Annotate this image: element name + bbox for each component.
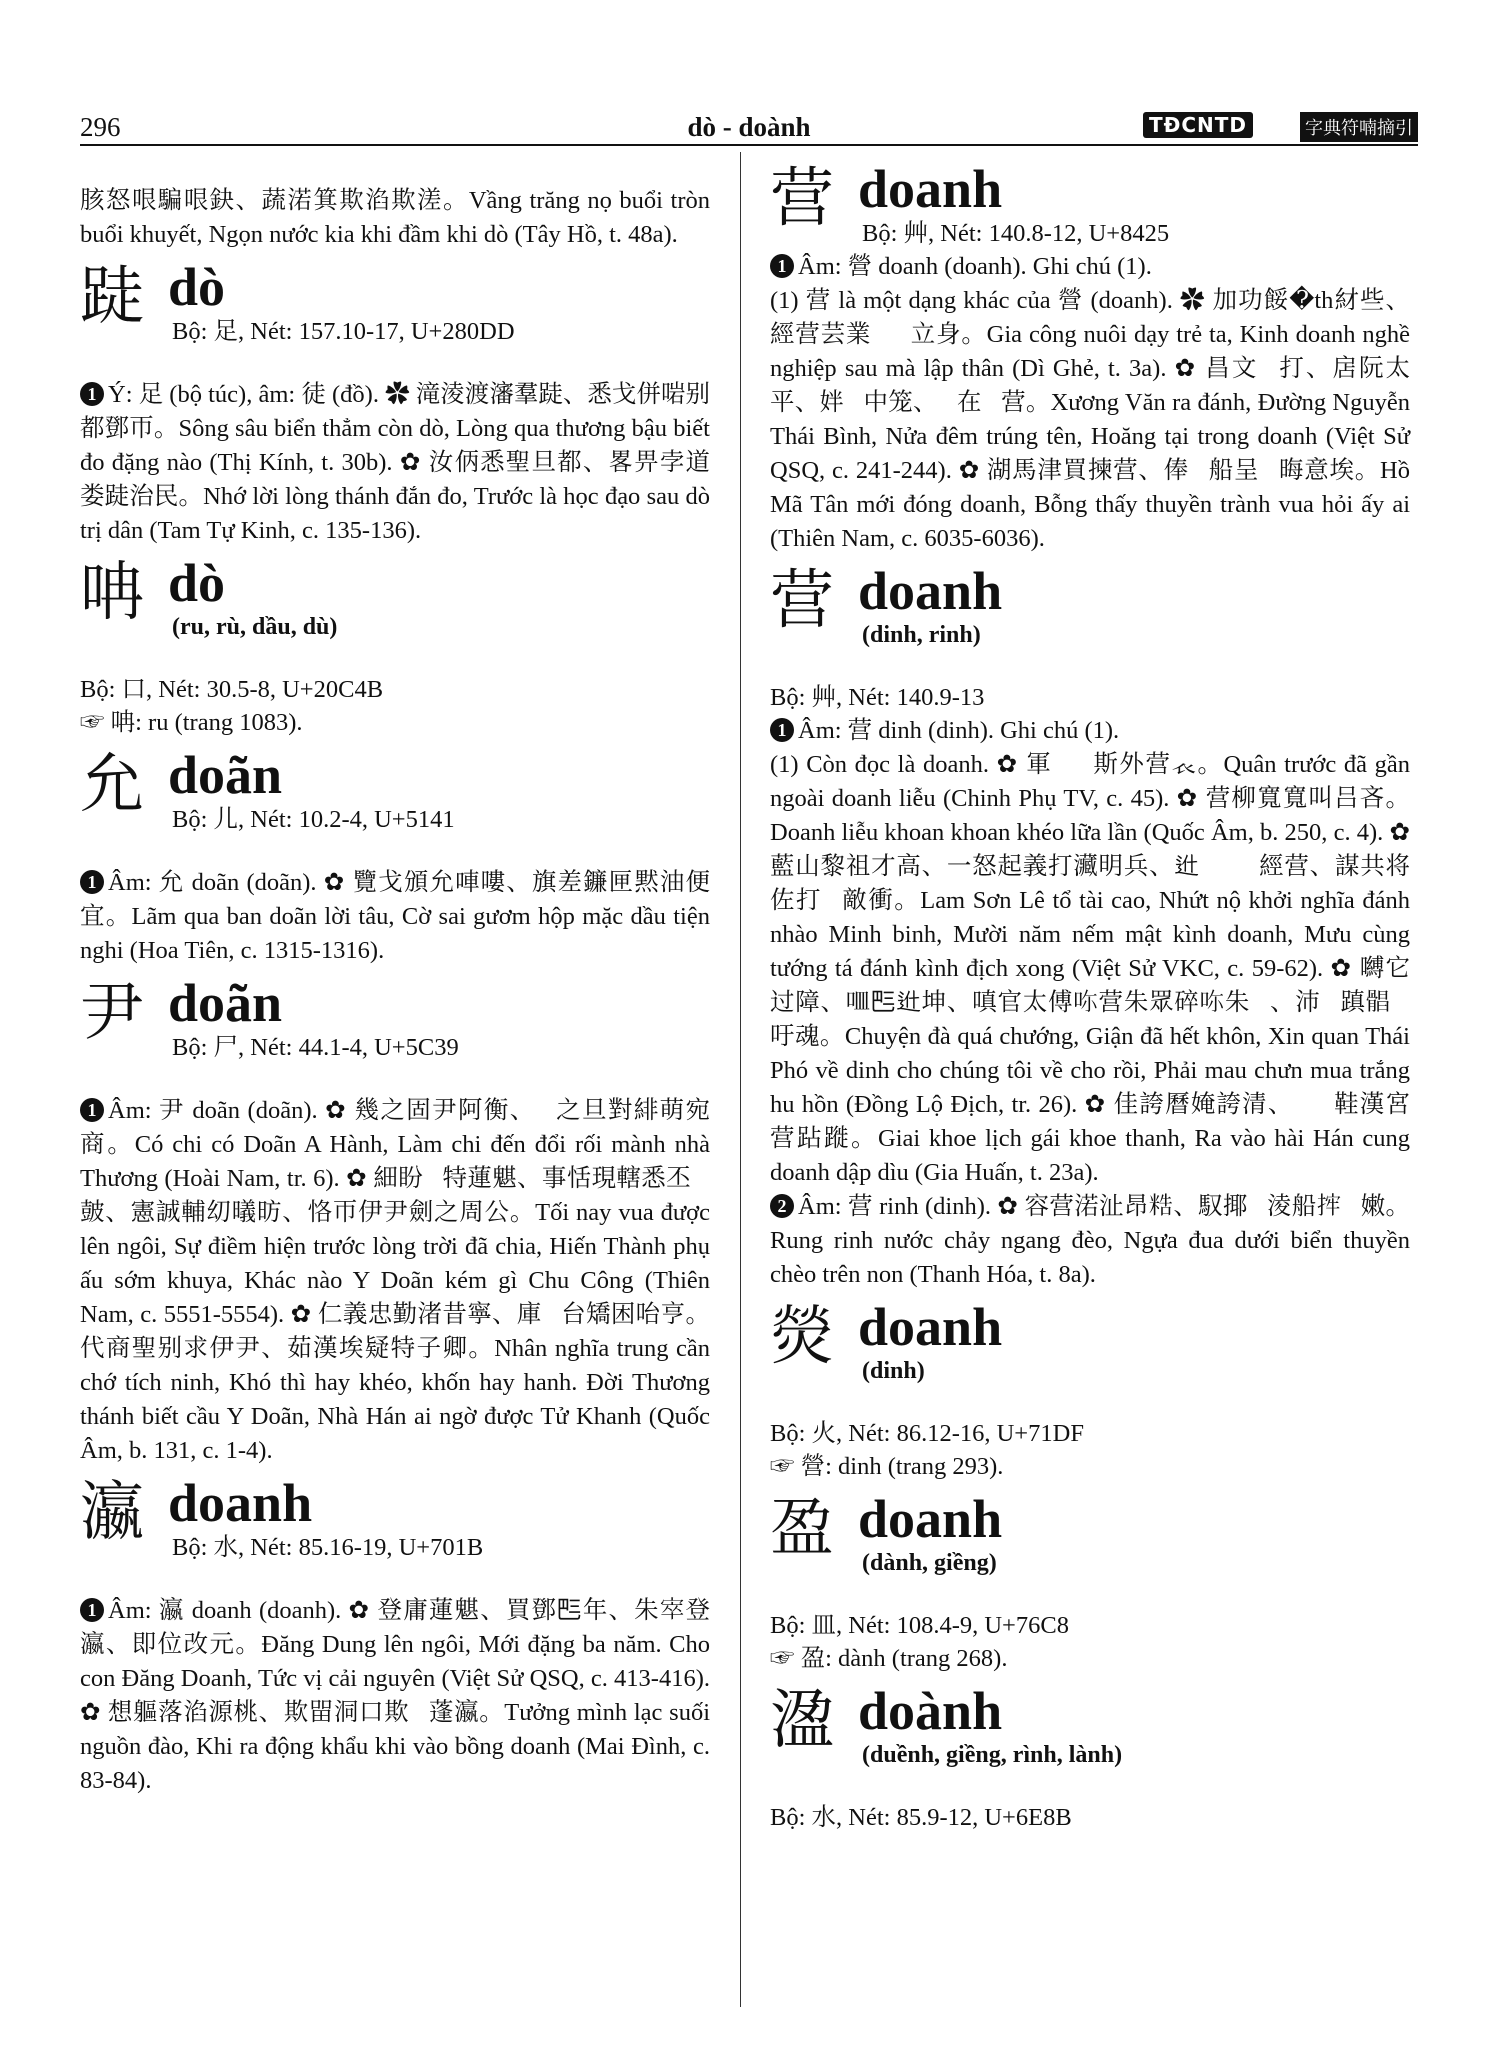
- entry-doanh-2: [770, 160, 1410, 556]
- left-column: [80, 184, 710, 1798]
- logo-title: 字典符喃摘引: [1300, 112, 1418, 142]
- page-header: [80, 112, 1418, 146]
- entry-meta: Bộ: 艸, Nét: 140.8-12, U+8425: [862, 220, 1170, 247]
- alt-readings: (dinh, rinh): [862, 622, 981, 648]
- number-one-icon: 1: [770, 254, 794, 278]
- number-one-icon: 1: [80, 870, 104, 894]
- page-number: 296: [80, 112, 121, 142]
- entry-meta: Bộ: 水, Nét: 85.9-12, U+6E8B: [770, 1804, 1072, 1831]
- entry-meta: Bộ: 足, Nét: 157.10-17, U+280DD: [172, 318, 515, 345]
- entry-doanh-3: [770, 562, 1410, 1292]
- headword-char: 熒: [770, 1301, 834, 1372]
- entry-meta: Bộ: 皿, Nét: 108.4-9, U+76C8: [770, 1612, 1069, 1639]
- number-one-icon: 1: [80, 1098, 104, 1122]
- entry-body: 1 Âm: 允 doãn (doãn). ✿ 覽戈頒允唓嘍、旗差鐮匣黙油便宜。Lãm qua ban doãn lời tâu, Cờ sai gươm hộp mặc dầu tiện nghi (Hoa Tiên, c. 1315-1316).: [80, 869, 710, 964]
- headword: doành: [858, 1681, 1003, 1741]
- entry-meta: Bộ: 尸, Nét: 44.1-4, U+5C39: [172, 1034, 459, 1061]
- headword: doanh: [858, 561, 1003, 621]
- alt-readings: (ru, rù, dầu, dù): [172, 614, 338, 640]
- headword-char: 允: [80, 749, 144, 820]
- headword-char: 营: [770, 565, 834, 636]
- alt-readings: (duềnh, giềng, rình, lành): [862, 1742, 1123, 1768]
- alt-readings: (dinh): [862, 1358, 925, 1384]
- entry-doan-1: [80, 746, 710, 968]
- headword: doanh: [858, 1297, 1003, 1357]
- column-divider: [740, 152, 741, 2007]
- headword-char: 尹: [80, 977, 144, 1048]
- entry-meta: Bộ: 儿, Nét: 10.2-4, U+5141: [172, 806, 455, 833]
- headword: doanh: [858, 1489, 1003, 1549]
- entry-body: ☞ 營: dinh (trang 293).: [770, 1453, 1004, 1480]
- entry-doan-2: [80, 974, 710, 1468]
- headword: doanh: [858, 159, 1003, 219]
- running-head: dò - doành: [687, 112, 811, 142]
- entry-body: 1 Âm: 營 doanh (doanh). Ghi chú (1).: [770, 250, 1410, 284]
- entry-note: (1) 营 là một dạng khác của 營 (doanh). ✿ 加功餒�th䊷些、經营芸業𣎀𪾺立身。Gia công nuôi dạy trẻ ta, Kinh doanh nghề nghiệp sau mà lập thân (Dì Ghẻ, t. 3a). ✿ 昌文𩈘打、扂阮太平、姅𦚖中笼、𧈩在𨖲营。Xương Văn ra đánh, Đường Nguyễn Thái Bình, Nửa đêm trúng tên, Hoăng tại trong doanh (Việt Sử QSQ, c. 241-244). ✿ 湖馬津買揀营、俸𧡊船呈𢘾晦意埃。Hồ Mã Tân mới đóng doanh, Bỗng thấy thuyền trành vua hỏi ấy ai (Thiên Nam, c. 6035-6036).: [770, 287, 1410, 552]
- headword-char: 呥: [80, 557, 144, 628]
- entry-doanh-6: [770, 1682, 1410, 1834]
- right-column: [770, 159, 1410, 1834]
- headword-char: 营: [770, 163, 834, 234]
- headword-char: 溋: [770, 1685, 834, 1756]
- entry-do-2: [80, 554, 710, 740]
- headword: doanh: [168, 1473, 313, 1533]
- logo-tdcntd: TĐCNTD: [1143, 112, 1253, 138]
- number-one-icon: 1: [80, 382, 104, 406]
- headword-char: 瀛: [80, 1477, 144, 1548]
- entry-meta: Bộ: 水, Nét: 85.16-19, U+701B: [172, 1534, 484, 1561]
- entry-body: 1 Âm: 瀛 doanh (doanh). ✿ 登庸蓮魌、買鄧𠀧年、朱𡨧登瀛、即位改元。Đăng Dung lên ngôi, Mới đặng ba năm. Cho con Đăng Doanh, Tức vị cải nguyên (Việt Sử QSQ, c. 413-416). ✿ 想軀落淊源桃、欺㽞洞口欺𠓨蓬瀛。Tưởng mình lạc suối nguồn đào, Khi ra động khẩu khi vào bồng doanh (Mai Đình, c. 83-84).: [80, 1597, 710, 1794]
- headword-char: 盈: [770, 1493, 834, 1564]
- alt-readings: (dành, giềng): [862, 1550, 997, 1576]
- entry-doanh-4: [770, 1298, 1410, 1484]
- entry-body: ☞ 呥: ru (trang 1083).: [80, 709, 303, 736]
- headword: doãn: [168, 745, 283, 805]
- number-one-icon: 1: [770, 718, 794, 742]
- number-two-icon: 2: [770, 1194, 794, 1218]
- entry-body: 1 Âm: 尹 doãn (doãn). ✿ 幾之固尹阿衡、𡗶之旦對緋萌宛商。Có chi có Doãn A Hành, Làm chi đến đổi rối mành nhà Thương (Hoài Nam, tr. 6). ✿ 細盼𥹰特蓮魌、事恬現轄悉丕𠀧皷、憲誠輔㓜㬢昉、恪帀伊尹劍之周公。Tối nay vua được lên ngôi, Sự điềm hiện trước lòng trời đã chia, Hiến Thành phụ ấu sớm khuya, Khác nào Y Doãn kém gì Chu Công (Thiên Nam, c. 5551-5554). ✿ 仁義忠勤渚昔寧、庫𣃣台矯困咍亨。代商聖别求伊尹、茹漢埃疑特子卿。Nhân nghĩa trung cần chớ tích ninh, Khó thì hay khéo, khốn hay hanh. Đời Thương thánh biết cầu Y Doãn, Nhà Hán ai ngờ được Tử Khanh (Quốc Âm, b. 131, c. 1-4).: [80, 1097, 710, 1464]
- number-one-icon: 1: [80, 1598, 104, 1622]
- headword-char: 跿: [80, 261, 144, 332]
- entry-do-1: [80, 258, 710, 548]
- entry-doanh-5: [770, 1490, 1410, 1676]
- entry-doanh-1: [80, 1474, 710, 1798]
- headword: doãn: [168, 973, 283, 1033]
- entry-note: (1) Còn đọc là doanh. ✿ 軍𦤾𠀧斯外营𧘇。Quân trước đã gần ngoài doanh liễu (Chinh Phụ TV, c. 45). ✿ 营柳寬寬叫吕吝。Doanh liễu khoan khoan khéo lữa lần (Quốc Âm, b. 250, c. 4). ✿ 藍山黎祖才高、一怒起義打㶓明兵、𨑮𢆥𦕅𦢳經营、謀共将佐打𠠩敵衝。Lam Sơn Lê tổ tài cao, Nhứt nộ khởi nghĩa đánh nhào Minh binh, Mười năm nếm mật kình doanh, Mưu cùng tướng tá đánh kình địch xong (Việt Sử VKC, c. 59-62). ✿ 嚩它过障、𠰘𠀧𨑮坤、嗔官太傅𠰚营朱眾碎𠰚朱𣈕、沛𧺀蹎𩩫𦖻吁魂。Chuyện đà quá chướng, Giận đã hết khôn, Xin quan Thái Phó về dinh cho chúng tôi về cho rồi, Phải mau chưn mua trắng hu hồn (Đồng Lộ Địch, tr. 26). ✿ 佳誇曆㛪誇清、𠚢𠓨鞋漢宮营跕蹝。Giai khoe lịch gái khoe thanh, Ra vào hài Hán cung doanh dập dìu (Gia Huấn, t. 23a).: [770, 751, 1410, 1186]
- entry-body: ☞ 盈: dành (trang 268).: [770, 1645, 1008, 1672]
- entry-body-2: 2 Âm: 营 rinh (dinh). ✿ 容营渃沚昂𥺊、馭揶𠚢淩船𢭂𨖲嫩。Rung rinh nước chảy ngang đèo, Ngựa đua dưới biển thuyền chèo trên non (Thanh Hóa, t. 8a).: [770, 1193, 1410, 1288]
- entry-meta: Bộ: 火, Nét: 86.12-16, U+71DF: [770, 1420, 1084, 1447]
- entry-meta: Bộ: 口, Nét: 30.5-8, U+20C4B: [80, 676, 384, 703]
- headword: dò: [168, 257, 226, 317]
- headword: dò: [168, 553, 226, 613]
- entry-meta: Bộ: 艸, Nét: 140.9-13: [770, 684, 985, 711]
- continued-text: 胲怒哏騙哏鈌、蔬渃箕欺淊欺溠。Vầng trăng nọ buổi tròn buổi khuyết, Ngọn nước kia khi đầm khi dò (Tây Hồ, t. 48a).: [80, 187, 710, 248]
- entry-body: 1 Âm: 营 dinh (dinh). Ghi chú (1).: [770, 714, 1410, 748]
- entry-body: 1 Ý: 足 (bộ túc), âm: 徒 (đồ). ✿ 滝淩渡瀋羣跿、悉戈併啱别都鄧帀。Sông sâu biển thẳm còn dò, Lòng qua thương bậu biết đo đặng nào (Thị Kính, t. 30b). ✿ 汝㑂悉聖旦都、畧畀孛道娄跿治民。Nhớ lời lòng thánh đắn đo, Trước là học đạo sau dò trị dân (Tam Tự Kinh, c. 135-136).: [80, 381, 710, 544]
